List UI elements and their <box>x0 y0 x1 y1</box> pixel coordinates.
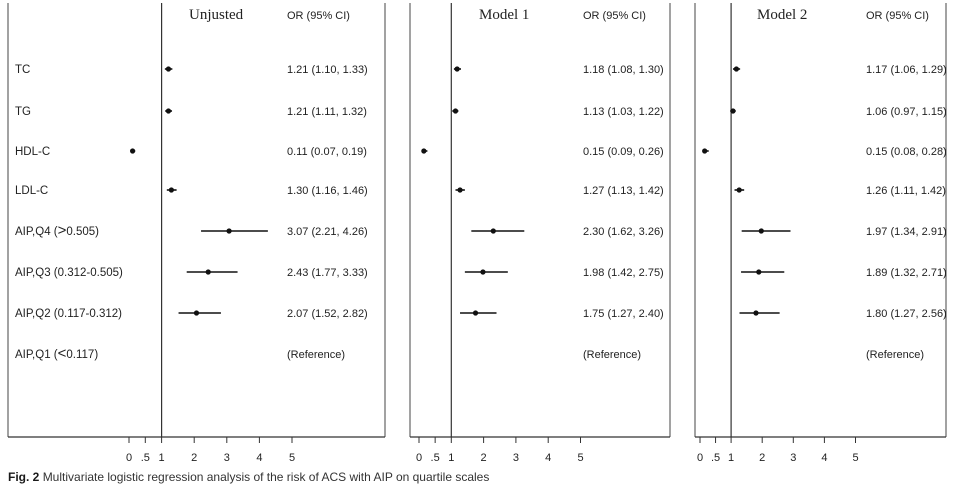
or-ci-text: 1.30 (1.16, 1.46) <box>287 185 368 197</box>
x-tick-label: 5 <box>852 452 859 464</box>
or-ci-text: (Reference) <box>583 349 642 361</box>
or-ci-text: 1.17 (1.06, 1.29) <box>866 64 947 76</box>
row-label: LDL-C <box>15 185 49 197</box>
caption-text: Multivariate logistic regression analysis of the risk of ACS with AIP on quartile scales <box>42 471 490 484</box>
x-tick-label: 3 <box>790 452 797 464</box>
or-ci-header: OR (95% CI) <box>583 10 646 22</box>
or-point <box>457 187 462 192</box>
x-tick-label: 2 <box>759 452 766 464</box>
x-tick-label: .5 <box>140 452 150 464</box>
panel-title: Model 2 <box>757 7 808 23</box>
or-ci-text: 1.06 (0.97, 1.15) <box>866 106 947 118</box>
x-tick-label: 1 <box>448 452 455 464</box>
or-point <box>455 66 460 71</box>
row-label: AIP,Q2 (0.117-0.312) <box>15 308 122 320</box>
or-ci-text: (Reference) <box>287 349 346 361</box>
or-ci-text: 1.75 (1.27, 2.40) <box>583 308 664 320</box>
or-point <box>226 228 231 233</box>
caption-figure-label: Fig. 2 <box>8 471 40 484</box>
panel-title: Unjusted <box>189 7 244 23</box>
or-ci-text: 1.80 (1.27, 2.56) <box>866 308 947 320</box>
or-ci-text: 3.07 (2.21, 4.26) <box>287 226 368 238</box>
row-label: AIP,Q1 (<0.117) <box>15 345 99 362</box>
x-tick-label: 0 <box>415 452 423 464</box>
or-point <box>756 269 761 274</box>
or-point <box>166 66 171 71</box>
or-ci-text: 1.18 (1.08, 1.30) <box>583 64 664 76</box>
or-ci-text: 1.26 (1.11, 1.42) <box>866 185 946 197</box>
or-ci-text: 0.15 (0.08, 0.28) <box>866 146 947 158</box>
or-ci-text: 1.97 (1.34, 2.91) <box>866 226 947 238</box>
x-tick-label: 3 <box>512 452 519 464</box>
or-point <box>734 66 739 71</box>
or-ci-text: 0.11 (0.07, 0.19) <box>287 146 367 158</box>
x-tick-label: 2 <box>191 452 198 464</box>
or-ci-text: 2.43 (1.77, 3.33) <box>287 267 368 279</box>
x-tick-label: .5 <box>430 452 440 464</box>
or-ci-header: OR (95% CI) <box>287 10 350 22</box>
or-point <box>480 269 485 274</box>
figure-caption <box>8 471 958 484</box>
or-point <box>730 108 735 113</box>
x-tick-label: 4 <box>545 452 552 464</box>
x-tick-label: 4 <box>821 452 828 464</box>
x-tick-label: 1 <box>158 452 165 464</box>
x-tick-label: .5 <box>710 452 721 464</box>
or-ci-header: OR (95% CI) <box>866 10 929 22</box>
or-point <box>130 148 135 153</box>
or-point <box>491 228 496 233</box>
x-tick-label: 3 <box>223 452 230 464</box>
or-ci-text: (Reference) <box>866 349 925 361</box>
or-point <box>473 310 478 315</box>
x-tick-label: 2 <box>480 452 487 464</box>
or-ci-text: 2.07 (1.52, 2.82) <box>287 308 368 320</box>
row-label: TC <box>15 64 31 76</box>
or-point <box>453 108 458 113</box>
or-point <box>421 148 426 153</box>
or-ci-text: 1.27 (1.13, 1.42) <box>583 185 664 197</box>
panel-title: Model 1 <box>479 7 530 23</box>
row-label: AIP,Q3 (0.312-0.505) <box>15 267 123 279</box>
x-tick-label: 5 <box>577 452 584 464</box>
x-tick-label: 0 <box>696 452 704 464</box>
or-ci-text: 1.21 (1.11, 1.32) <box>287 106 367 118</box>
or-point <box>166 108 171 113</box>
x-tick-label: 0 <box>125 452 133 464</box>
or-ci-text: 1.13 (1.03, 1.22) <box>583 106 664 118</box>
x-tick-label: 1 <box>728 452 735 464</box>
row-label: HDL-C <box>15 146 51 158</box>
or-ci-text: 1.21 (1.10, 1.33) <box>287 64 368 76</box>
or-point <box>169 187 174 192</box>
row-label: TG <box>15 106 31 118</box>
or-ci-text: 1.89 (1.32, 2.71) <box>866 267 947 279</box>
or-point <box>753 310 758 315</box>
x-tick-label: 4 <box>256 452 263 464</box>
or-point <box>737 187 742 192</box>
or-point <box>206 269 211 274</box>
row-label: AIP,Q4 (>0.505) <box>15 222 99 239</box>
or-point <box>194 310 199 315</box>
or-point <box>702 148 707 153</box>
or-ci-text: 0.15 (0.09, 0.26) <box>583 146 664 158</box>
or-point <box>759 228 764 233</box>
x-tick-label: 5 <box>288 452 296 464</box>
or-ci-text: 1.98 (1.42, 2.75) <box>583 267 664 279</box>
or-ci-text: 2.30 (1.62, 3.26) <box>583 226 664 238</box>
